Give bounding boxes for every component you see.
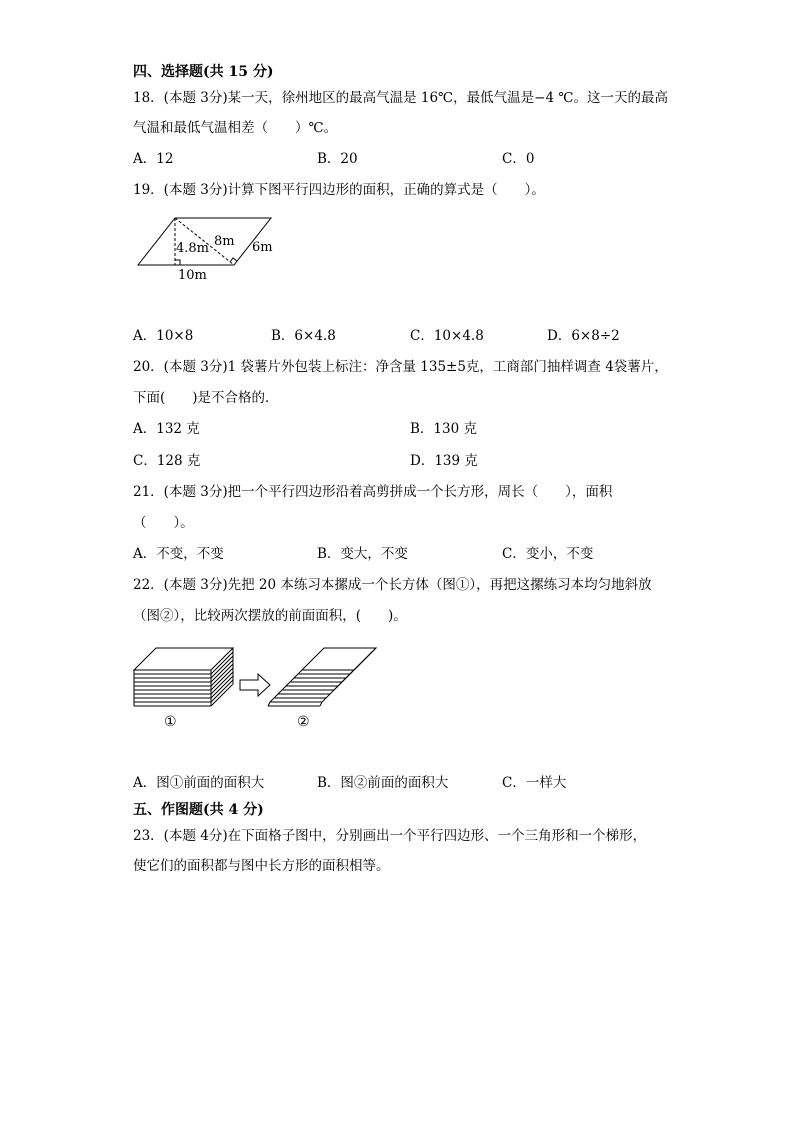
section-5-title: 五、作图题(共 4 分) xyxy=(133,802,264,818)
q19-option-d: D．6×8÷2 xyxy=(547,328,620,344)
figure-1-label: ① xyxy=(164,714,177,730)
figure-2-label: ② xyxy=(297,714,310,730)
q21-option-c: C．变小，不变 xyxy=(502,546,594,562)
right-angle-mark-base xyxy=(175,260,180,265)
q21-line1: 21．(本题 3分)把一个平行四边形沿着高剪拼成一个长方形，周长（ ），面积 xyxy=(133,484,613,500)
q19-option-a: A．10×8 xyxy=(133,328,194,344)
q18-option-c: C．0 xyxy=(502,151,535,167)
q21-option-a: A．不变，不变 xyxy=(133,546,224,562)
q19-line1: 19．(本题 3分)计算下图平行四边形的面积，正确的算式是（ ）。 xyxy=(133,182,545,198)
stack-1 xyxy=(134,648,233,706)
q19-option-c: C．10×4.8 xyxy=(410,328,484,344)
q21-option-b: B．变大，不变 xyxy=(317,546,408,562)
q22-option-c: C．一样大 xyxy=(502,775,567,791)
height-label: 4.8m xyxy=(176,241,210,256)
q19-option-b: B．6×4.8 xyxy=(271,328,336,344)
parallelogram-figure xyxy=(130,210,280,285)
q20-option-a: A．132 克 xyxy=(133,421,200,437)
q22-line2: （图②），比较两次摆放的前面面积，( )。 xyxy=(133,608,407,624)
q20-line1: 20．(本题 3分)1 袋薯片外包装上标注：净含量 135±5克，工商部门抽样调查 4袋薯片， xyxy=(133,359,668,375)
q20-option-c: C．128 克 xyxy=(133,453,201,469)
side-label: 6m xyxy=(252,240,273,255)
q20-line2: 下面( )是不合格的． xyxy=(133,390,279,406)
base-label: 10m xyxy=(178,268,207,283)
right-angle-mark-side xyxy=(230,258,237,262)
q18-line1: 18．(本题 3分)某一天，徐州地区的最高气温是 16℃，最低气温是−4 ℃。这一天的最高 xyxy=(133,90,668,106)
stack-2 xyxy=(268,648,376,706)
q18-line2: 气温和最低气温相差（ ）℃。 xyxy=(133,120,338,136)
q22-option-b: B．图②前面的面积大 xyxy=(317,775,449,791)
q18-option-a: A．12 xyxy=(133,151,174,167)
q23-line1: 23．(本题 4分)在下面格子图中，分别画出一个平行四边形、一个三角形和一个梯形， xyxy=(133,828,647,844)
q20-option-d: D．139 克 xyxy=(410,453,478,469)
q23-line2: 使它们的面积都与图中长方形的面积相等。 xyxy=(133,858,390,874)
section-4-title: 四、选择题(共 15 分) xyxy=(133,64,274,80)
q22-line1: 22．(本题 3分)先把 20 本练习本摞成一个长方体（图①），再把这摞练习本均匀地斜放 xyxy=(133,577,652,593)
q21-line2: （ ）。 xyxy=(133,515,194,531)
notebook-stacks-figure xyxy=(130,640,390,735)
q20-option-b: B．130 克 xyxy=(410,421,477,437)
diagonal-label: 8m xyxy=(214,234,235,249)
arrow-right-icon xyxy=(240,674,270,696)
q22-option-a: A．图①前面的面积大 xyxy=(133,775,265,791)
q18-option-b: B．20 xyxy=(317,151,358,167)
